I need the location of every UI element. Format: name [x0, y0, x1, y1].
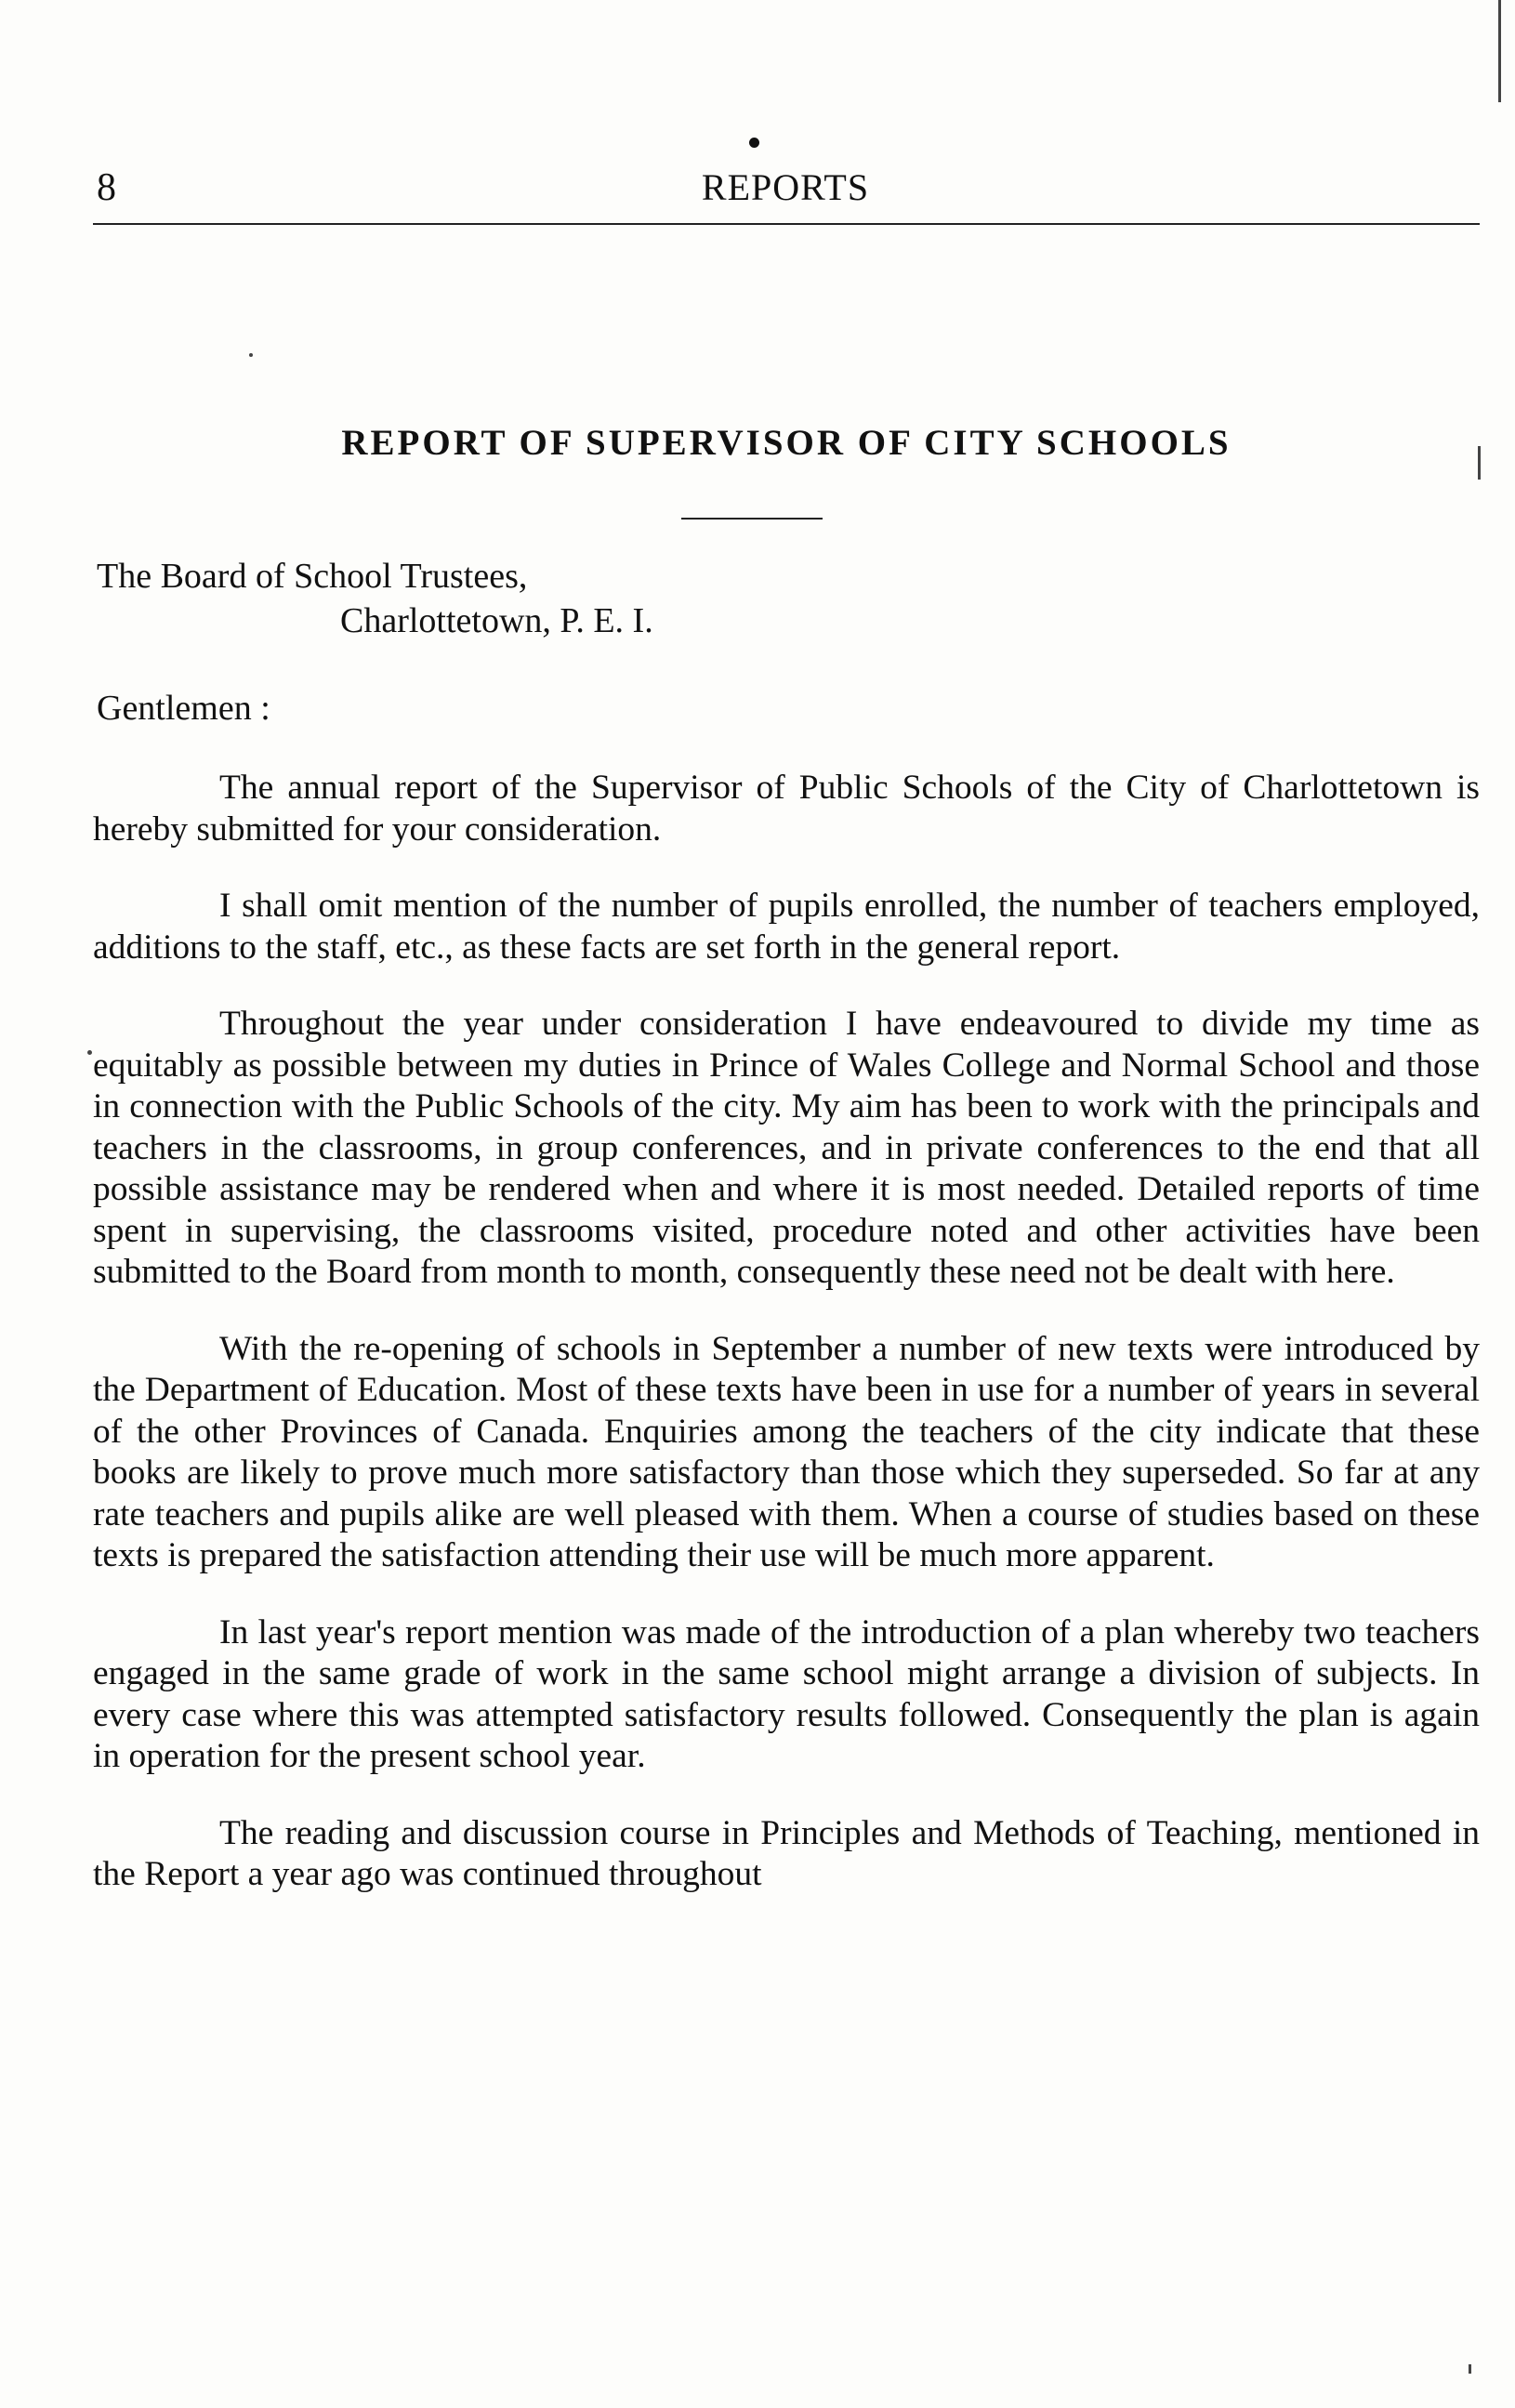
running-title: REPORTS: [701, 166, 870, 208]
paragraph-1: The annual report of the Supervisor of Public Schools of the City of Charlottetown is hereby submitted for your consideration.: [93, 769, 1480, 849]
margin-speck: [1478, 446, 1481, 480]
salutation: Gentlemen :: [97, 689, 270, 728]
bullet-dot-mark: [749, 138, 759, 148]
running-header: [93, 160, 1478, 216]
title-rule: [681, 518, 823, 520]
paragraph-2: I shall omit mention of the number of pupils enrolled, the number of teachers employed, additions to the staff, etc., as these facts are set forth in the general report.: [93, 887, 1480, 967]
addressee-line-1: The Board of School Trustees,: [97, 557, 528, 596]
paragraph-4: With the re-opening of schools in September a number of new texts were introduced by the Department of Education. Most of these texts have been in use for a number of years in several of the other Provinces of Canada. Enquiries among the teachers of the city indicate that these books are likely to prove much more satisfactory than those which they superseded. So far at any rate teachers and pupils alike are well pleased with them. When a course of studies based on these texts is prepared the satisfaction attending their use will be much more apparent.: [93, 1329, 1480, 1574]
margin-edge-mark: [1498, 0, 1501, 102]
paragraph-3: Throughout the year under consideration I have endeavoured to divide my time as equitably as possible between my duties in Prince of Wales College and Normal School and those in connection with the Public Schools of the city. My aim has been to work with the principals and teachers in the classrooms, in group conferences, and in private conferences to the end that all possible assistance may be rendered when and where it is most needed. Detailed reports of time spent in supervising, the classrooms visited, procedure noted and other activities have been submitted to the Board from month to month, consequently these need not be dealt with here.: [93, 1005, 1480, 1291]
margin-speck: [87, 1050, 92, 1055]
header-rule: [93, 223, 1480, 225]
addressee-line-2: Charlottetown, P. E. I.: [340, 601, 653, 640]
addressee-block: [97, 554, 653, 643]
paragraph-6: The reading and discussion course in Principles and Methods of Teaching, mentioned in the Report a year ago was continued throughout: [93, 1813, 1480, 1893]
margin-speck: [1469, 2364, 1471, 2374]
report-title: REPORT OF SUPERVISOR OF CITY SCHOOLS: [341, 423, 1232, 463]
margin-speck: [249, 353, 253, 357]
page-number: 8: [97, 166, 116, 209]
report-body: [93, 768, 1480, 1931]
paragraph-5: In last year's report mention was made of the introduction of a plan whereby two teachers engaged in the same grade of work in the same school might arrange a division of subjects. In every case where this was attempted satisfactory results followed. Consequently the plan is again in operation for the present school year.: [93, 1612, 1480, 1775]
